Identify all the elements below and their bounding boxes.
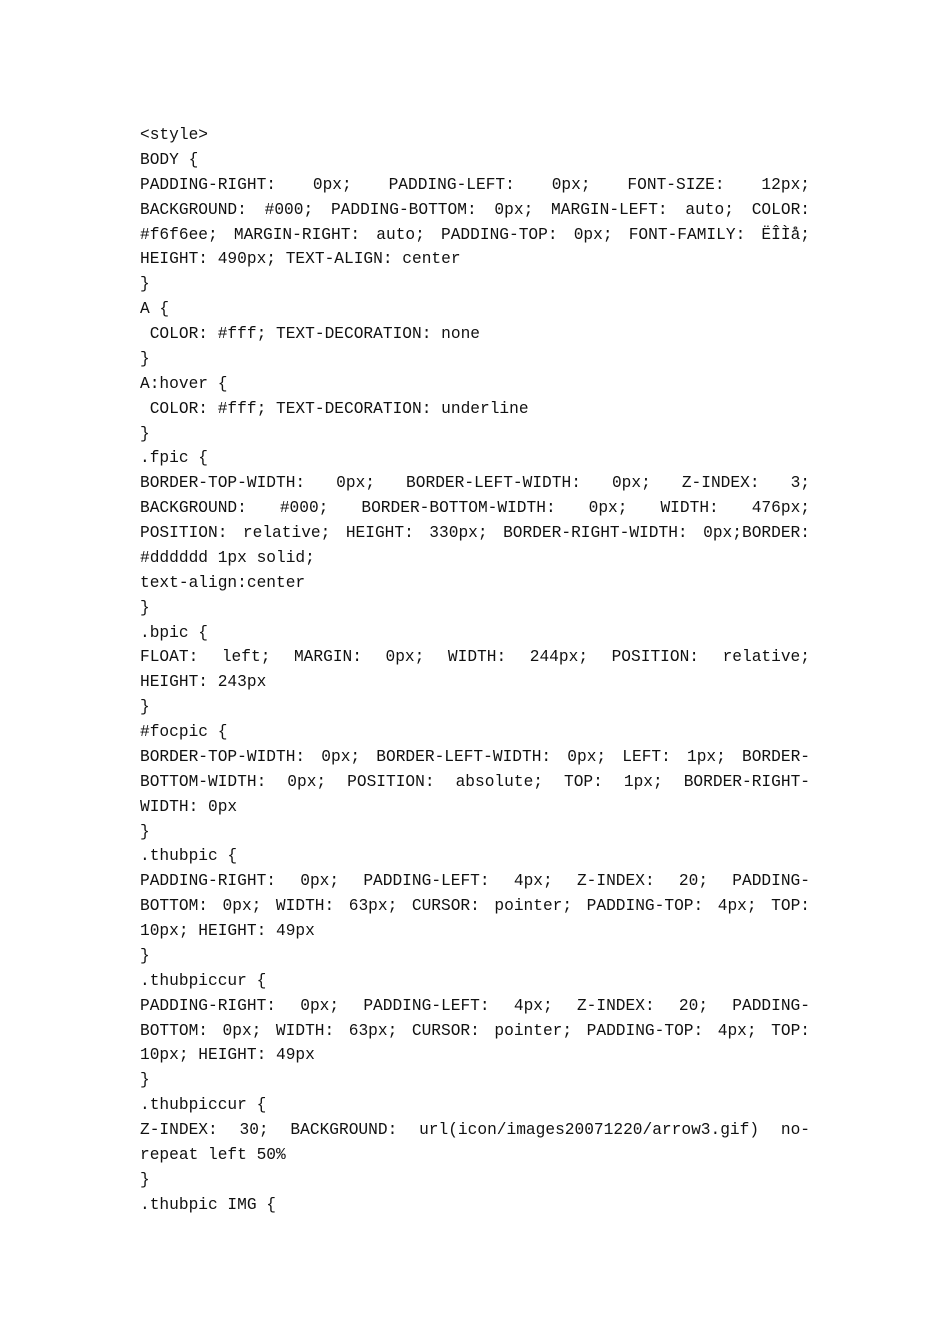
code-line: .bpic { (140, 623, 208, 642)
code-line: COLOR: #fff; TEXT-DECORATION: underline (140, 399, 529, 418)
code-line: PADDING-RIGHT: 0px; PADDING-LEFT: 0px; FONT-SIZE: 12px; (140, 175, 810, 194)
code-line: A { (140, 300, 170, 319)
code-line: } (140, 698, 150, 717)
code-line: .thubpiccur { (140, 971, 267, 990)
code-line: } (140, 1071, 150, 1090)
code-line: .fpic { (140, 449, 208, 468)
code-line: BOTTOM-WIDTH: 0px; POSITION: absolute; TOP: 1px; BORDER-RIGHT- (140, 772, 810, 791)
code-line: BODY { (140, 150, 199, 169)
code-line: BORDER-TOP-WIDTH: 0px; BORDER-LEFT-WIDTH: 0px; LEFT: 1px; BORDER- (140, 747, 810, 766)
code-line: HEIGHT: 243px (140, 673, 267, 692)
code-line: WIDTH: 0px (140, 797, 238, 816)
code-line: text-align:center (140, 573, 306, 592)
code-line: BACKGROUND: #000; BORDER-BOTTOM-WIDTH: 0px; WIDTH: 476px; (140, 499, 810, 518)
code-line: HEIGHT: 490px; TEXT-ALIGN: center (140, 250, 461, 269)
code-line: } (140, 349, 150, 368)
code-line: } (140, 822, 150, 841)
code-line: BOTTOM: 0px; WIDTH: 63px; CURSOR: pointer; PADDING-TOP: 4px; TOP: (140, 897, 810, 916)
code-line: } (140, 1170, 150, 1189)
code-line: } (140, 275, 150, 294)
code-line: } (140, 424, 150, 443)
code-line: PADDING-RIGHT: 0px; PADDING-LEFT: 4px; Z-INDEX: 20; PADDING- (140, 996, 810, 1015)
code-line: repeat left 50% (140, 1145, 286, 1164)
code-line: } (140, 598, 150, 617)
code-line: .thubpiccur { (140, 1096, 267, 1115)
css-code-block (140, 123, 810, 1218)
code-line: Z-INDEX: 30; BACKGROUND: url(icon/images20071220/arrow3.gif) no- (140, 1121, 810, 1139)
code-line: #f6f6ee; MARGIN-RIGHT: auto; PADDING-TOP: 0px; FONT-FAMILY: ËÎÌå; (140, 225, 810, 244)
code-line: <style> (140, 126, 208, 144)
code-line: A:hover { (140, 374, 228, 393)
code-line: BOTTOM: 0px; WIDTH: 63px; CURSOR: pointer; PADDING-TOP: 4px; TOP: (140, 1021, 810, 1040)
code-line: PADDING-RIGHT: 0px; PADDING-LEFT: 4px; Z-INDEX: 20; PADDING- (140, 872, 810, 891)
code-line: .thubpic IMG { (140, 1195, 276, 1214)
code-line: 10px; HEIGHT: 49px (140, 1046, 315, 1065)
code-line: } (140, 946, 150, 965)
code-line: BACKGROUND: #000; PADDING-BOTTOM: 0px; MARGIN-LEFT: auto; COLOR: (140, 200, 810, 219)
code-line: POSITION: relative; HEIGHT: 330px; BORDER-RIGHT-WIDTH: 0px;BORDER: (140, 524, 810, 542)
code-line: 10px; HEIGHT: 49px (140, 922, 315, 940)
code-line: FLOAT: left; MARGIN: 0px; WIDTH: 244px; POSITION: relative; (140, 648, 810, 667)
code-line: #focpic { (140, 723, 228, 741)
code-line: #dddddd 1px solid; (140, 548, 315, 567)
code-line: COLOR: #fff; TEXT-DECORATION: none (140, 325, 480, 343)
code-line: .thubpic { (140, 847, 238, 866)
code-line: BORDER-TOP-WIDTH: 0px; BORDER-LEFT-WIDTH: 0px; Z-INDEX: 3; (140, 474, 810, 493)
